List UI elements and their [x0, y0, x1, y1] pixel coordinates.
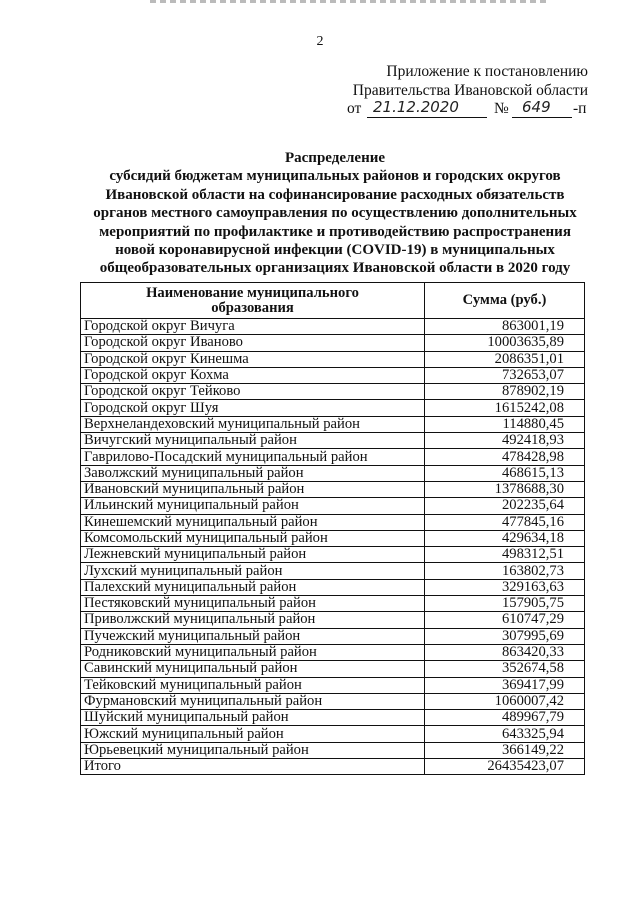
page-number: 2	[316, 34, 324, 49]
scan-artifact-line	[150, 0, 550, 3]
table-row	[81, 514, 585, 530]
row-name: Кинешемский муниципальный район	[81, 514, 425, 530]
header-name-line-1: Наименование муниципального	[146, 284, 359, 301]
table-row	[81, 530, 585, 546]
table-row	[81, 384, 585, 400]
table-header-row	[81, 283, 585, 319]
row-sum: 429634,18	[425, 530, 585, 546]
row-name: Вичугский муниципальный район	[81, 433, 425, 449]
row-sum: 366149,22	[425, 742, 585, 758]
row-name: Лухский муниципальный район	[81, 563, 425, 579]
row-name: Комсомольский муниципальный район	[81, 530, 425, 546]
row-name: Шуйский муниципальный район	[81, 710, 425, 726]
row-name: Савинский муниципальный район	[81, 661, 425, 677]
row-name: Приволжский муниципальный район	[81, 612, 425, 628]
row-sum: 489967,79	[425, 710, 585, 726]
table-row	[81, 612, 585, 628]
row-sum: 1060007,42	[425, 693, 585, 709]
table-row	[81, 481, 585, 497]
row-sum: 114880,45	[425, 416, 585, 432]
table-row	[81, 661, 585, 677]
table-row	[81, 400, 585, 416]
row-sum: 329163,63	[425, 579, 585, 595]
row-sum: 1615242,08	[425, 400, 585, 416]
row-name: Городской округ Шуя	[81, 400, 425, 416]
table-row	[81, 416, 585, 432]
row-name: Лежневский муниципальный район	[81, 547, 425, 563]
row-sum: 1378688,30	[425, 481, 585, 497]
row-sum: 2086351,01	[425, 351, 585, 367]
row-name: Пучежский муниципальный район	[81, 628, 425, 644]
table-row	[81, 710, 585, 726]
row-sum: 878902,19	[425, 384, 585, 400]
row-sum: 478428,98	[425, 449, 585, 465]
row-sum: 863001,19	[425, 319, 585, 335]
row-name: Фурмановский муниципальный район	[81, 693, 425, 709]
row-sum: 610747,29	[425, 612, 585, 628]
appendix-line-1: Приложение к постановлению	[386, 63, 588, 80]
decree-suffix: -п	[573, 100, 587, 117]
table-row	[81, 742, 585, 758]
header-sum: Сумма (руб.)	[425, 283, 585, 319]
row-sum: 643325,94	[425, 726, 585, 742]
table-row	[81, 335, 585, 351]
row-name: Тейковский муниципальный район	[81, 677, 425, 693]
header-name	[81, 283, 425, 319]
row-sum: 157905,75	[425, 596, 585, 612]
row-name: Городской округ Вичуга	[81, 319, 425, 335]
table-row	[81, 693, 585, 709]
table-row	[81, 319, 585, 335]
decree-number: 649	[522, 98, 551, 116]
title-line: новой коронавирусной инфекции (COVID-19) в муниципальных	[115, 242, 555, 259]
row-name: Заволжский муниципальный район	[81, 465, 425, 481]
row-sum: 468615,13	[425, 465, 585, 481]
row-sum: 163802,73	[425, 563, 585, 579]
row-sum: 26435423,07	[425, 759, 585, 775]
title-heading: Распределение	[284, 150, 386, 166]
number-underline	[512, 117, 572, 118]
row-sum: 732653,07	[425, 367, 585, 383]
row-sum: 202235,64	[425, 498, 585, 514]
row-name: Городской округ Кохма	[81, 367, 425, 383]
number-label: №	[494, 100, 509, 117]
row-name: Палехский муниципальный район	[81, 579, 425, 595]
title-line: общеобразовательных организациях Ивановской области в 2020 году	[99, 260, 571, 277]
header-name-line-2: образования	[211, 299, 294, 316]
row-sum: 307995,69	[425, 628, 585, 644]
title-line: субсидий бюджетам муниципальных районов и городских округов	[109, 168, 561, 185]
row-name: Итого	[81, 759, 425, 775]
from-label: от	[347, 100, 362, 117]
row-name: Верхнеландеховский муниципальный район	[81, 416, 425, 432]
decree-date: 21.12.2020	[373, 98, 459, 116]
table-row	[81, 677, 585, 693]
subsidy-table	[80, 282, 585, 775]
table-row	[81, 351, 585, 367]
decree-reference	[347, 100, 587, 120]
table-row	[81, 547, 585, 563]
table-row	[81, 433, 585, 449]
row-name: Родниковский муниципальный район	[81, 644, 425, 660]
table-row	[81, 596, 585, 612]
table-row	[81, 726, 585, 742]
title-line: Ивановской области на софинансирование расходных обязательств	[105, 186, 565, 203]
row-name: Городской округ Тейково	[81, 384, 425, 400]
title-line: органов местного самоуправления по осуществлению дополнительных	[93, 205, 577, 222]
row-name: Пестяковский муниципальный район	[81, 596, 425, 612]
date-underline	[367, 117, 487, 118]
row-name: Южский муниципальный район	[81, 726, 425, 742]
table-row	[81, 644, 585, 660]
total-row	[81, 759, 585, 775]
table-row	[81, 628, 585, 644]
row-name: Юрьевецкий муниципальный район	[81, 742, 425, 758]
title-line: мероприятий по профилактике и противодействию распространения	[99, 223, 571, 240]
table-row	[81, 449, 585, 465]
row-sum: 492418,93	[425, 433, 585, 449]
row-sum: 477845,16	[425, 514, 585, 530]
table-row	[81, 465, 585, 481]
row-sum: 498312,51	[425, 547, 585, 563]
table-row	[81, 498, 585, 514]
document-title	[70, 149, 600, 278]
row-sum: 10003635,89	[425, 335, 585, 351]
appendix-header	[353, 62, 588, 100]
row-sum: 352674,58	[425, 661, 585, 677]
row-name: Городской округ Иваново	[81, 335, 425, 351]
table-row	[81, 579, 585, 595]
row-sum: 369417,99	[425, 677, 585, 693]
row-name: Городской округ Кинешма	[81, 351, 425, 367]
row-name: Ивановский муниципальный район	[81, 481, 425, 497]
table-row	[81, 563, 585, 579]
table-row	[81, 367, 585, 383]
row-sum: 863420,33	[425, 644, 585, 660]
appendix-line-2: Правительства Ивановской области	[352, 82, 588, 99]
row-name: Гаврилово-Посадский муниципальный район	[81, 449, 425, 465]
row-name: Ильинский муниципальный район	[81, 498, 425, 514]
